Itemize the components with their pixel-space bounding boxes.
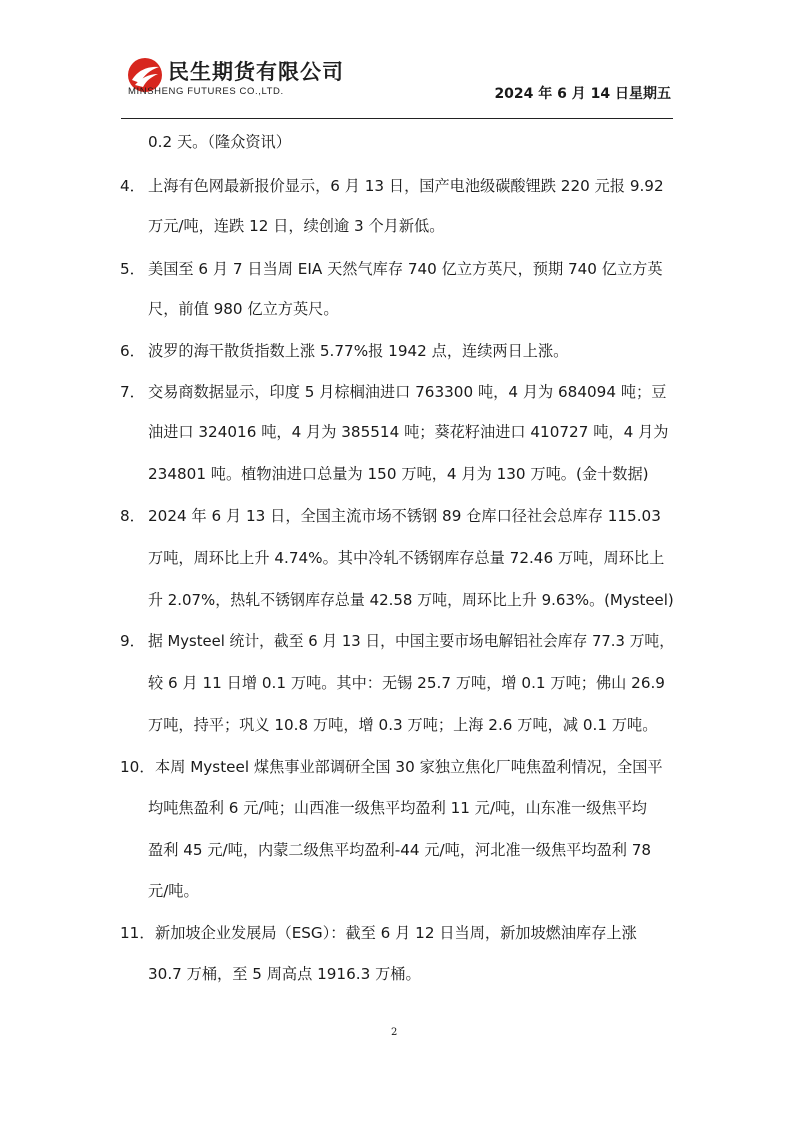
item-line: 尺，前值 980 亿立方英尺。 — [148, 300, 339, 318]
item-line: 油进口 324016 吨，4 月为 385514 吨；葵花籽油进口 410727 吨，4 月为 — [148, 423, 669, 441]
item-line: 2024 年 6 月 13 日，全国主流市场不锈钢 89 仓库口径社会总库存 115.03 — [148, 507, 661, 525]
item-number: 10． — [120, 758, 155, 776]
company-name-en: MINSHENG FUTURES CO.,LTD. — [128, 86, 284, 97]
item-line: 元/吨。 — [148, 882, 199, 900]
item-line: 万吨，持平；巩义 10.8 万吨，增 0.3 万吨；上海 2.6 万吨，减 0.1 万吨。 — [148, 716, 658, 734]
item-number: 11． — [120, 924, 155, 942]
item-line: 波罗的海干散货指数上涨 5.77%报 1942 点，连续两日上涨。 — [148, 342, 569, 360]
item-number: 5． — [120, 260, 145, 278]
item-line: 均吨焦盈利 6 元/吨；山西准一级焦平均盈利 11 元/吨，山东准一级焦平均 — [148, 799, 647, 817]
item-number: 7． — [120, 383, 145, 401]
item-line: 30.7 万桶，至 5 周高点 1916.3 万桶。 — [148, 965, 421, 983]
item-line: 本周 Mysteel 煤焦事业部调研全国 30 家独立焦化厂吨焦盈利情况，全国平 — [155, 758, 663, 776]
item-number: 8． — [120, 507, 145, 525]
item-line: 新加坡企业发展局（ESG）：截至 6 月 12 日当周，新加坡燃油库存上涨 — [155, 924, 637, 942]
report-date: 2024 年 6 月 14 日星期五 — [494, 86, 671, 102]
item-line: 据 Mysteel 统计，截至 6 月 13 日，中国主要市场电解铝社会库存 77.3 万吨， — [148, 632, 674, 650]
page-header — [0, 0, 794, 120]
item-number: 4． — [120, 177, 145, 195]
page-number: 2 — [391, 1027, 398, 1038]
item-line: 234801 吨。植物油进口总量为 150 万吨，4 月为 130 万吨。(金十数据) — [148, 465, 649, 483]
item-line: 较 6 月 11 日增 0.1 万吨。其中：无锡 25.7 万吨，增 0.1 万吨；佛山 26.9 — [148, 674, 665, 692]
item-line: 盈利 45 元/吨，内蒙二级焦平均盈利-44 元/吨，河北准一级焦平均盈利 78 — [148, 841, 652, 859]
item-number: 6． — [120, 342, 145, 360]
item-line: 美国至 6 月 7 日当周 EIA 天然气库存 740 亿立方英尺，预期 740 亿立方英 — [148, 260, 663, 278]
item-line: 交易商数据显示，印度 5 月棕榈油进口 763300 吨，4 月为 684094 吨；豆 — [148, 383, 667, 401]
item-line: 上海有色网最新报价显示，6 月 13 日，国产电池级碳酸锂跌 220 元报 9.92 — [148, 177, 664, 195]
item-line: 万元/吨，连跌 12 日，续创逾 3 个月新低。 — [148, 217, 445, 235]
item-line: 升 2.07%，热轧不锈钢库存总量 42.58 万吨，周环比上升 9.63%。(Mysteel) — [148, 591, 674, 609]
company-logo — [126, 56, 366, 102]
continuation-text: 0.2 天。（隆众资讯） — [148, 133, 291, 151]
item-number: 9． — [120, 632, 145, 650]
header-divider — [121, 118, 673, 119]
item-line: 万吨，周环比上升 4.74%。其中冷轧不锈钢库存总量 72.46 万吨，周环比上 — [148, 549, 665, 567]
company-name-cn: 民生期货有限公司 — [168, 60, 344, 84]
